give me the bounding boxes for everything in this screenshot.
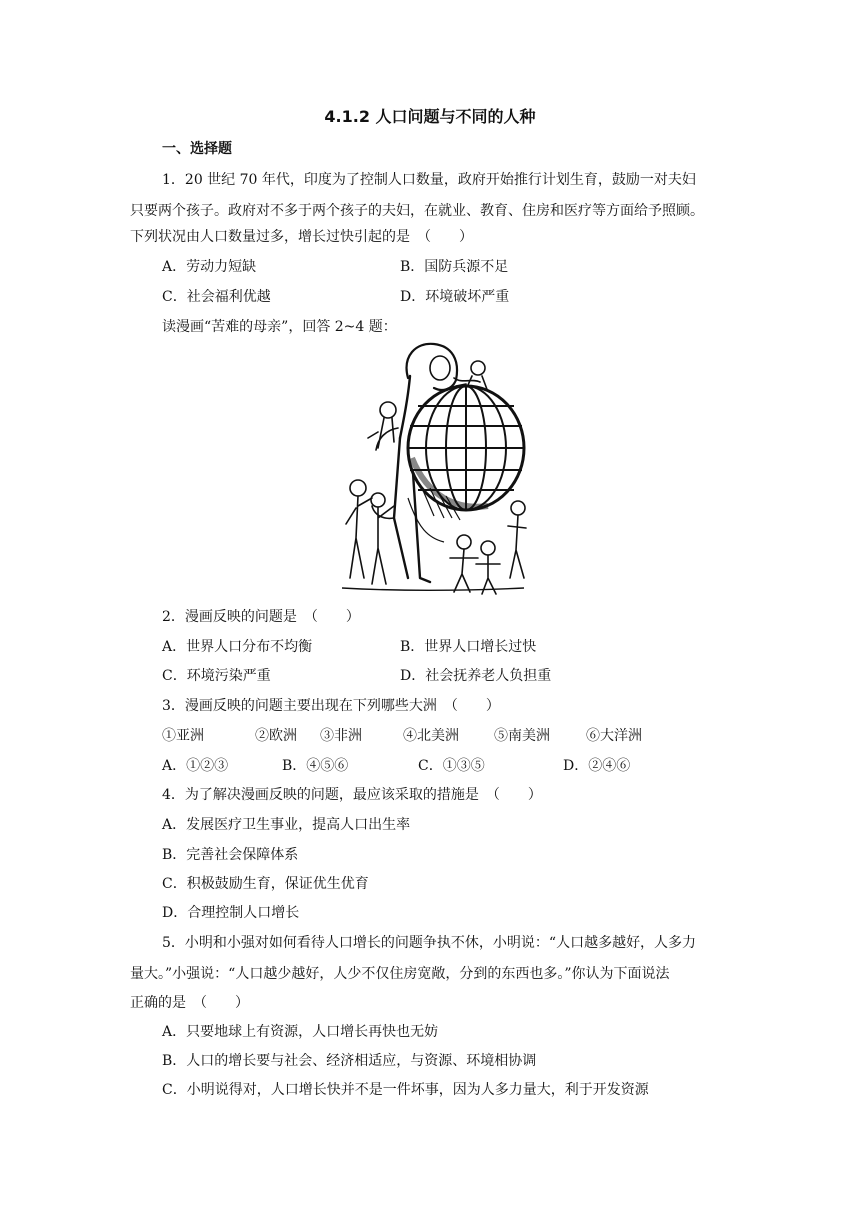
q4-option-c: C．积极鼓励生育，保证优生优育 [162,876,369,892]
q2-option-c: C．环境污染严重 [162,668,271,684]
q2-option-d: D．社会抚养老人负担重 [400,668,552,684]
page-title: 4.1.2 人口问题与不同的人种 [324,107,536,126]
q2-option-b: B．世界人口增长过快 [400,639,537,655]
q4-stem: 4．为了解决漫画反映的问题，最应该采取的措施是 （ ） [162,787,542,803]
q3-continent-3: ③非洲 [320,728,362,744]
q5-option-c: C．小明说得对，人口增长快并不是一件坏事，因为人多力量大，利于开发资源 [162,1082,649,1098]
q4-option-d: D．合理控制人口增长 [162,905,300,921]
q3-option-d: D．②④⑥ [563,758,631,774]
q2-stem: 2．漫画反映的问题是 （ ） [162,609,360,625]
q5-stem-line1: 5．小明和小强对如何看待人口增长的问题争执不休，小明说：“人口越多越好，人多力 [162,935,697,951]
q1-stem-line2: 只要两个孩子。政府对不多于两个孩子的夫妇，在就业、教育、住房和医疗等方面给予照顾。 [130,203,704,219]
q3-option-a: A．①②③ [162,758,229,774]
q1-stem-line1: 1．20 世纪 70 年代，印度为了控制人口数量，政府开始推行计划生育，鼓励一对夫妇 [162,172,696,188]
q3-continent-2: ②欧洲 [255,728,297,744]
q1-option-a: A．劳动力短缺 [162,259,257,275]
q1-option-b: B．国防兵源不足 [400,259,509,275]
q3-option-c: C．①③⑤ [418,758,485,774]
q4-option-a: A．发展医疗卫生事业，提高人口出生率 [162,817,411,833]
q1-option-d: D．环境破坏严重 [400,289,510,305]
q5-stem-line3: 正确的是 （ ） [130,995,249,1011]
q3-continent-1: ①亚洲 [162,728,204,744]
q5-option-b: B．人口的增长要与社会、经济相适应，与资源、环境相协调 [162,1053,537,1069]
q4-option-b: B．完善社会保障体系 [162,847,299,863]
q2-option-a: A．世界人口分布不均衡 [162,639,313,655]
section-heading: 一、选择题 [162,141,232,157]
q3-option-b: B．④⑤⑥ [282,758,349,774]
q1-stem-line3: 下列状况由人口数量过多，增长过快引起的是 （ ） [130,229,473,245]
q3-continent-6: ⑥大洋洲 [586,728,642,744]
cartoon-suffering-mother [338,338,528,598]
q5-option-a: A．只要地球上有资源，人口增长再快也无妨 [162,1024,439,1040]
q1-option-c: C．社会福利优越 [162,289,271,305]
q3-stem: 3．漫画反映的问题主要出现在下列哪些大洲 （ ） [162,698,500,714]
q3-continent-4: ④北美洲 [403,728,459,744]
cartoon-intro: 读漫画“苦难的母亲”，回答 2~4 题： [162,319,397,335]
q3-continent-5: ⑤南美洲 [494,728,550,744]
q5-stem-line2: 量大。”小强说：“人口越少越好，人少不仅住房宽敞，分到的东西也多。”你认为下面说法 [130,966,670,982]
